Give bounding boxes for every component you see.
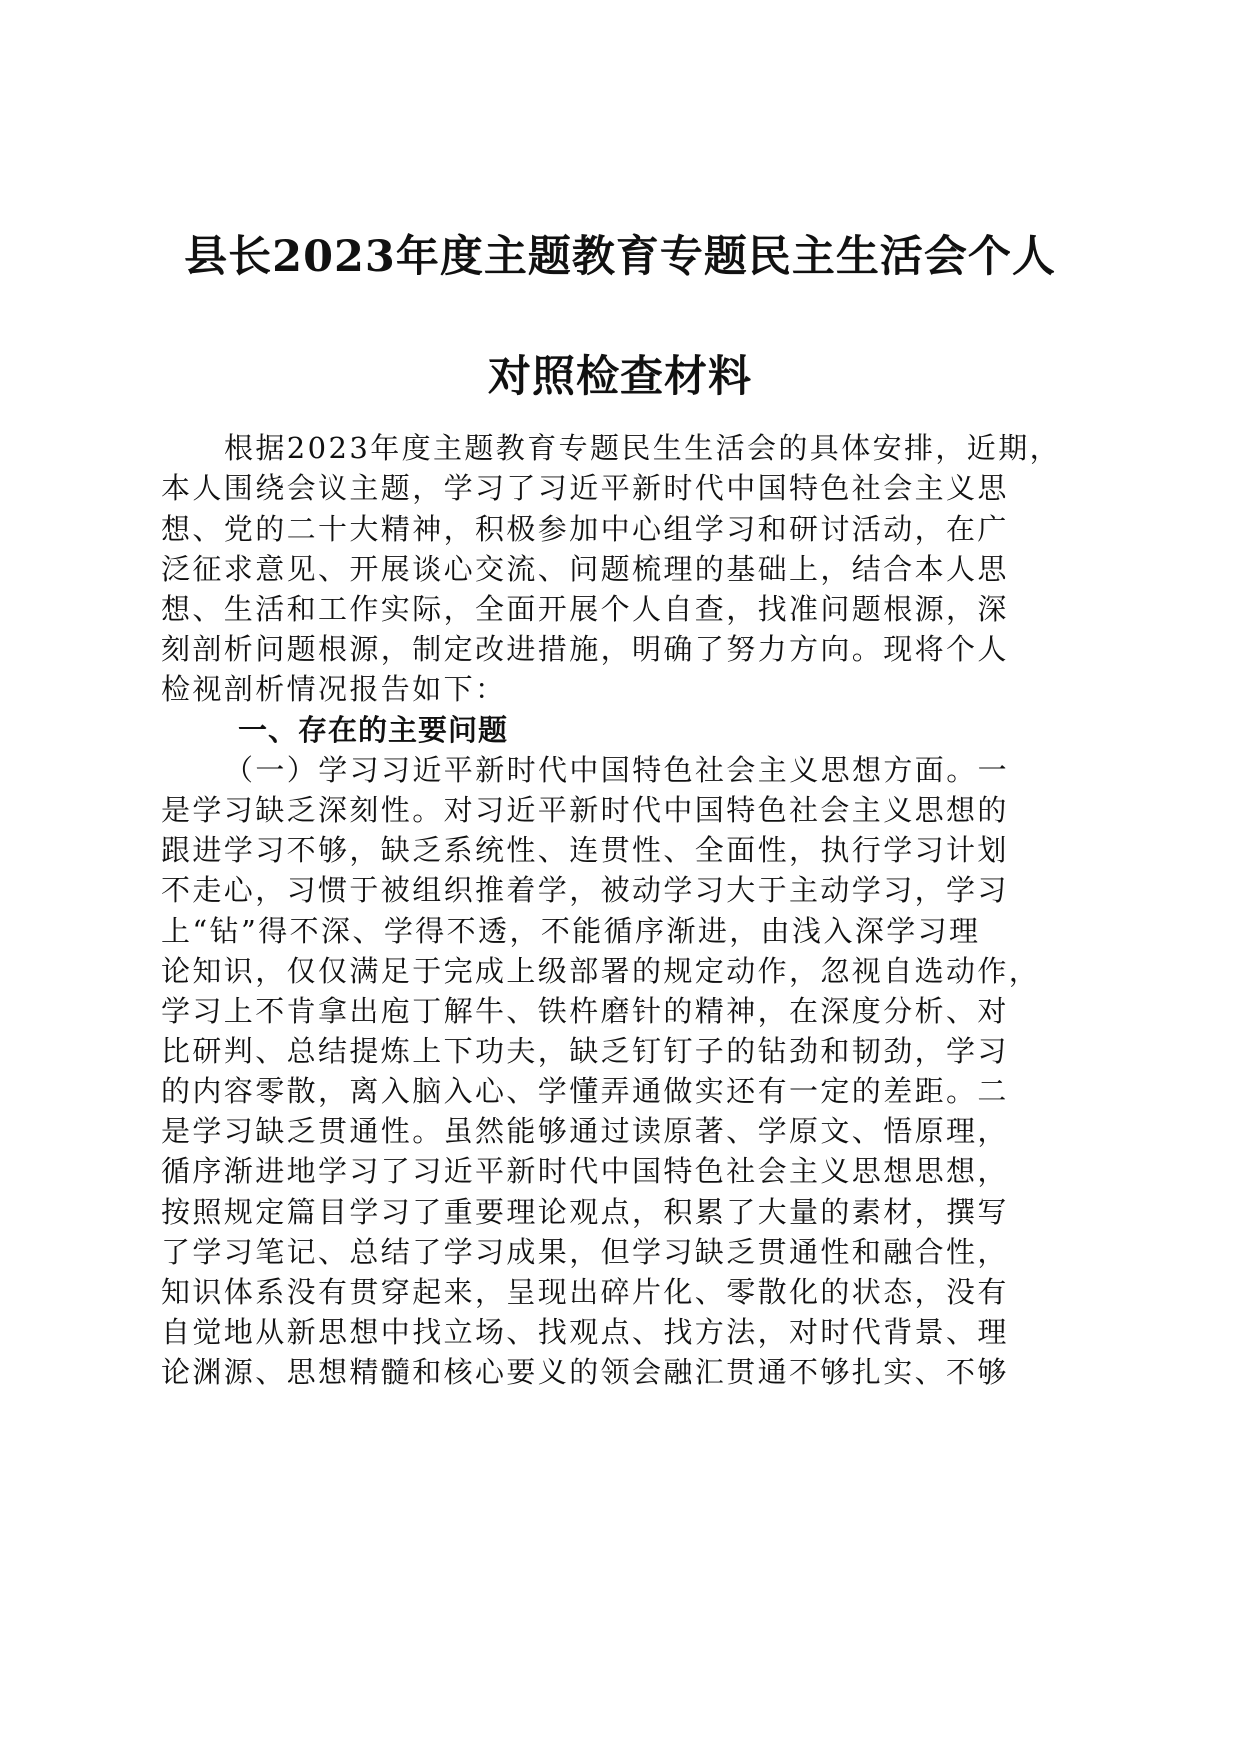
section-line: 按照规定篇目学习了重要理论观点，积累了大量的素材，撰写	[161, 1195, 1009, 1229]
section-line: 跟进学习不够，缺乏系统性、连贯性、全面性，执行学习计划	[161, 833, 1009, 867]
section-line: 了学习笔记、总结了学习成果，但学习缺乏贯通性和融合性，	[161, 1235, 1009, 1269]
section-line: 上“钻”得不深、学得不透，不能循序渐进，由浅入深学习理	[161, 914, 981, 948]
intro-line: 刻剖析问题根源，制定改进措施，明确了努力方向。现将个人	[161, 632, 1009, 666]
intro-line: 泛征求意见、开展谈心交流、问题梳理的基础上，结合本人思	[161, 552, 1009, 586]
section-line: 循序渐进地学习了习近平新时代中国特色社会主义思想思想，	[161, 1154, 1009, 1188]
section-line: 自觉地从新思想中找立场、找观点、找方法，对时代背景、理	[161, 1315, 1009, 1349]
document-title-line-2: 对照检查材料	[488, 352, 752, 402]
intro-line: 本人围绕会议主题，学习了习近平新时代中国特色社会主义思	[161, 471, 1009, 505]
section-line: 比研判、总结提炼上下功夫，缺乏钉钉子的钻劲和韧劲，学习	[161, 1034, 1009, 1068]
section-line: 的内容零散，离入脑入心、学懂弄通做实还有一定的差距。二	[161, 1074, 1009, 1108]
section-line: 知识体系没有贯穿起来，呈现出碎片化、零散化的状态，没有	[161, 1275, 1009, 1309]
intro-line: 想、党的二十大精神，积极参加中心组学习和研讨活动，在广	[161, 512, 1009, 546]
section-line: （一）学习习近平新时代中国特色社会主义思想方面。一	[224, 753, 1010, 787]
section-line: 学习上不肯拿出庖丁解牛、铁杵磨针的精神，在深度分析、对	[161, 994, 1009, 1028]
intro-line: 想、生活和工作实际，全面开展个人自查，找准问题根源，深	[161, 592, 1009, 626]
section-line: 不走心，习惯于被组织推着学，被动学习大于主动学习，学习	[161, 873, 1009, 907]
section-heading: 一、存在的主要问题	[238, 713, 509, 747]
section-line: 论知识，仅仅满足于完成上级部署的规定动作，忽视自选动作，	[161, 954, 1041, 988]
section-line: 是学习缺乏贯通性。虽然能够通过读原著、学原文、悟原理，	[161, 1114, 1009, 1148]
section-line: 是学习缺乏深刻性。对习近平新时代中国特色社会主义思想的	[161, 793, 1009, 827]
intro-line: 根据2023年度主题教育专题民生生活会的具体安排，近期，	[224, 431, 1062, 465]
intro-line: 检视剖析情况报告如下：	[161, 672, 507, 706]
document-title-line-1: 县长2023年度主题教育专题民主生活会个人	[184, 232, 1056, 282]
section-line: 论渊源、思想精髓和核心要义的领会融汇贯通不够扎实、不够	[161, 1355, 1009, 1389]
